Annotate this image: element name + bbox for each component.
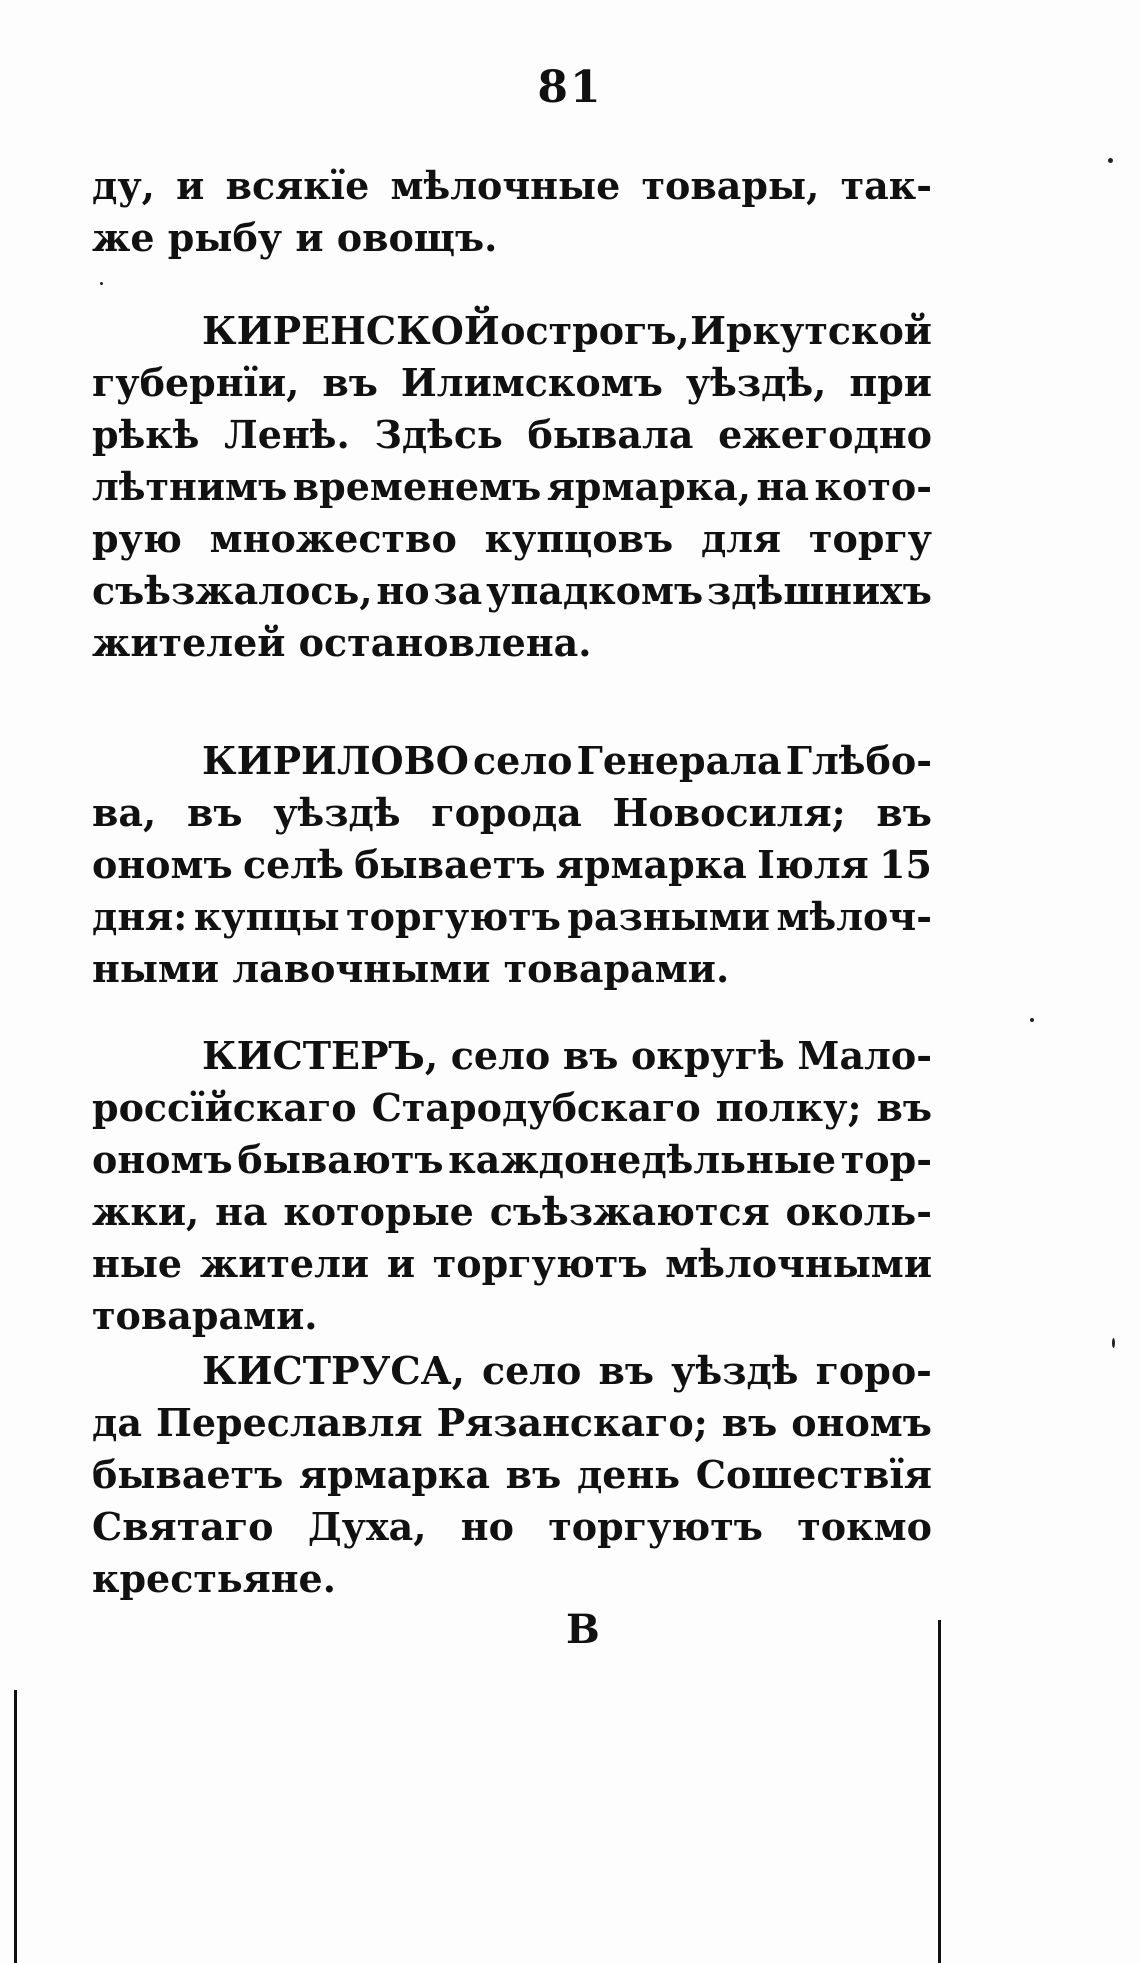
- text-line: жителей остановлена.: [92, 620, 592, 665]
- text-line: КИСТРУСА, село въ уѣздѣ горо-: [202, 1348, 932, 1393]
- text-line: Святаго Духа, но торгуютъ токмо: [92, 1504, 932, 1549]
- text-line: лѣтнимъ временемъ ярмарка, на кото-: [92, 464, 932, 509]
- text-line: КИРЕНСКОЙ острогъ, Иркутской: [202, 308, 932, 353]
- text-line: ономъ селѣ бываетъ ярмарка Іюля 15: [92, 842, 932, 887]
- page-number: 81: [537, 62, 603, 113]
- scan-edge-line-left: [14, 1690, 17, 1963]
- text-line: жки, на которые съѣзжаются околь-: [92, 1189, 932, 1234]
- text-line: КИСТЕРЪ, село въ округѣ Мало-: [202, 1033, 932, 1078]
- text-line: да Переславля Рязанскаго; въ ономъ: [92, 1400, 932, 1445]
- text-line: ными лавочными товарами.: [92, 946, 730, 991]
- text-line: рѣкѣ Ленѣ. Здѣсь бывала ежегодно: [92, 412, 932, 457]
- text-line: россїйскаго Стародубскаго полку; въ: [92, 1085, 932, 1130]
- entry-kirilovo: [92, 735, 932, 995]
- text-line: товарами.: [92, 1293, 318, 1338]
- text-line: крестьяне.: [92, 1556, 336, 1601]
- text-line: ономъ бываютъ каждонедѣльные тор-: [92, 1137, 932, 1182]
- text-line: же рыбу и овощъ.: [92, 215, 498, 260]
- text-line: КИРИЛОВО село Генерала Глѣбо-: [202, 738, 932, 783]
- scan-speck: [100, 282, 103, 285]
- entry-kistrusa: [92, 1345, 932, 1605]
- scan-speck: [1030, 1018, 1034, 1022]
- text-line: дня: купцы торгуютъ разными мѣлоч-: [92, 894, 932, 939]
- scan-speck: [1108, 158, 1113, 163]
- entry-kister: [92, 1030, 932, 1342]
- paragraph-continuation: [92, 160, 932, 264]
- text-line: губернїи, въ Илимскомъ уѣздѣ, при: [92, 360, 932, 405]
- scan-speck: [1112, 1338, 1115, 1348]
- text-line: ду, и всякїе мѣлочные товары, так-: [92, 163, 932, 208]
- text-line: рую множество купцовъ для торгу: [92, 516, 932, 561]
- text-line: ные жители и торгуютъ мѣлочными: [92, 1241, 932, 1286]
- catchword: В: [566, 1606, 600, 1653]
- scan-edge-line-right: [938, 1620, 941, 1963]
- text-line: съѣзжалось, но за упадкомъ здѣшнихъ: [92, 568, 932, 613]
- text-line: ва, въ уѣздѣ города Новосиля; въ: [92, 790, 932, 835]
- text-line: бываетъ ярмарка въ день Сошествїя: [92, 1452, 932, 1497]
- entry-kirenskoy: [92, 305, 932, 669]
